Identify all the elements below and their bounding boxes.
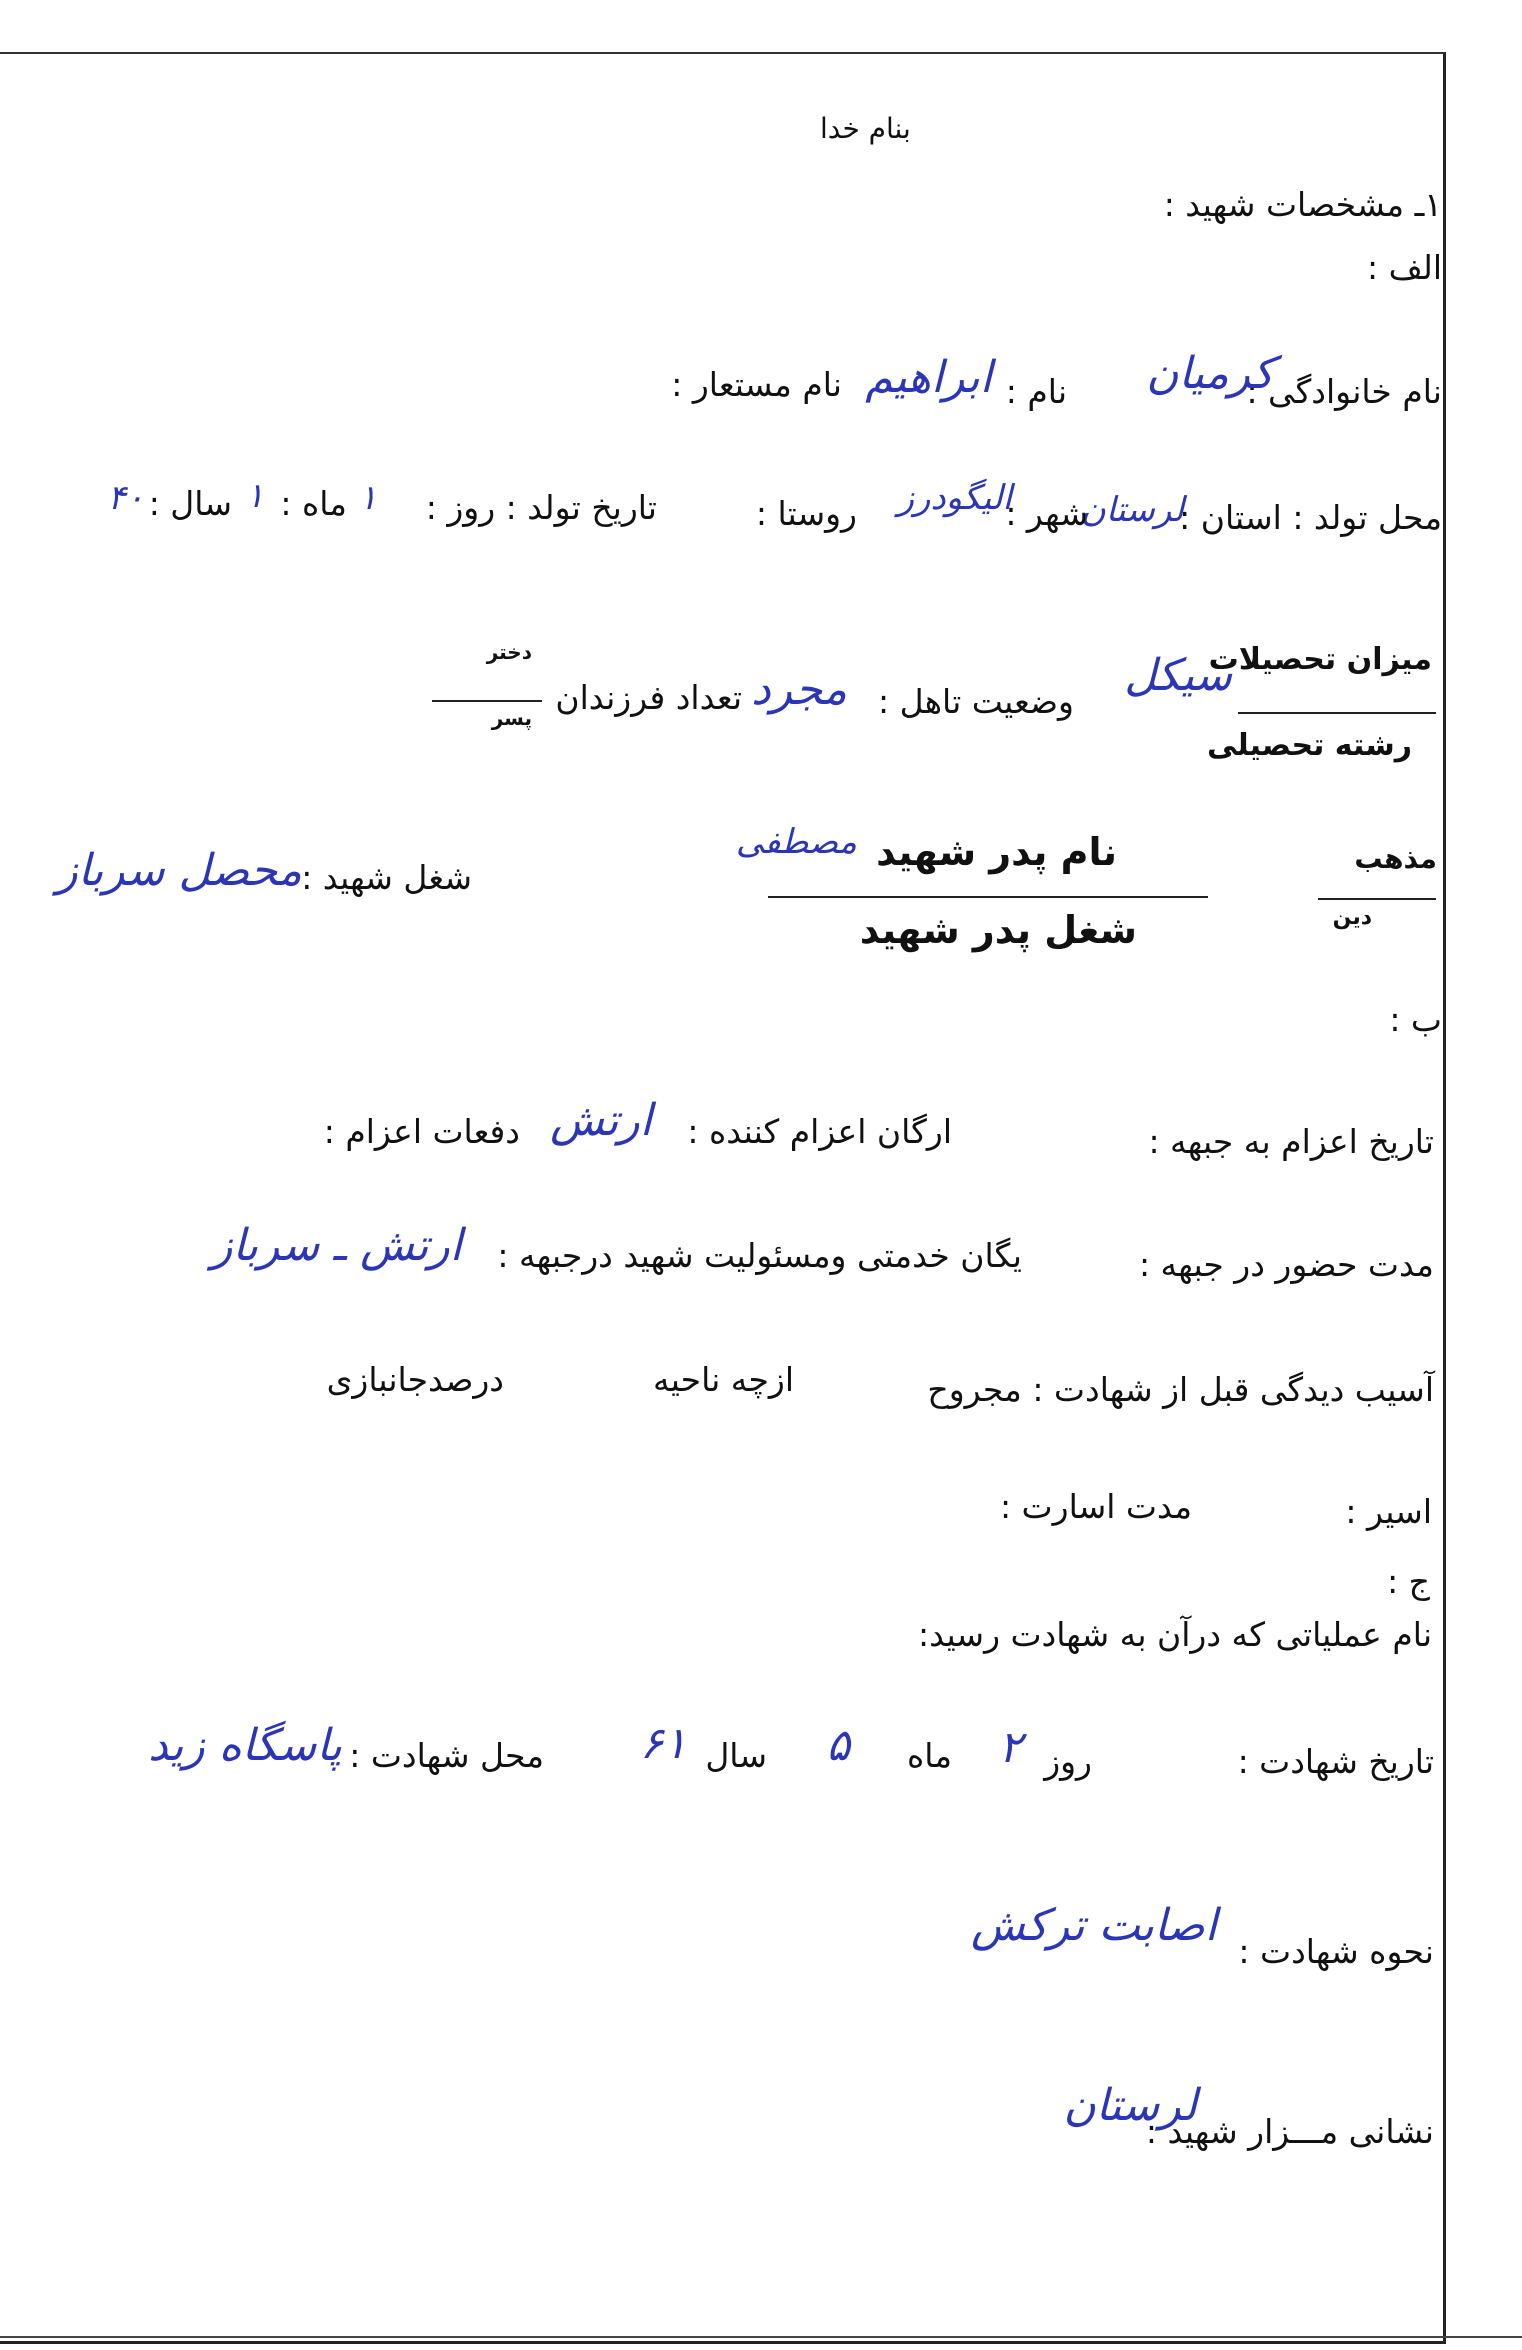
martyrdom-day-label: روز — [1044, 1742, 1092, 1781]
children-divider — [432, 700, 542, 702]
martyrdom-day-value: ۲ — [998, 1722, 1022, 1773]
religion-label: مذهب — [1354, 842, 1437, 875]
religion-divider — [1318, 898, 1436, 900]
unit-value: ارتش ـ سرباز — [211, 1220, 462, 1271]
first-name-value: ابراهیم — [865, 352, 992, 403]
martyrdom-month-label: ماه — [906, 1736, 952, 1775]
marital-label: وضعیت تاهل : — [878, 682, 1074, 721]
basmala: بنام خدا — [820, 112, 911, 145]
alias-label: نام مستعار : — [671, 365, 842, 404]
field-label: رشته تحصیلی — [1207, 728, 1412, 763]
education-value: سیکل — [1124, 650, 1232, 701]
family-name-label: نام خانوادگی : — [1246, 372, 1442, 411]
marital-value: مجرد — [751, 664, 847, 715]
dob-month-value: ۱ — [245, 476, 264, 516]
captivity-label: مدت اسارت : — [999, 1487, 1192, 1526]
education-label: میزان تحصیلات — [1208, 642, 1432, 677]
part-b-label: ب : — [1389, 1000, 1442, 1039]
injury-area-label: ازچه ناحیه — [653, 1360, 794, 1399]
grave-label: نشانی مـــزار شهید : — [1145, 2112, 1434, 2151]
martyrdom-place-value: پاسگاه زید — [148, 1720, 342, 1771]
operation-label: نام عملیاتی که درآن به شهادت رسید: — [918, 1615, 1432, 1654]
duration-label: مدت حضور در جبهه : — [1138, 1245, 1434, 1284]
dob-month-label: ماه : — [280, 484, 347, 523]
village-label: روستا : — [755, 494, 857, 533]
family-name-value: کرمیان — [1146, 348, 1274, 399]
dispatch-date-label: تاریخ اعزام به جبهه : — [1148, 1122, 1434, 1161]
martyr-job-label: شغل شهید : — [301, 858, 472, 897]
dob-day-value: ۱ — [358, 478, 377, 518]
martyr-job-value: محصل سرباز — [56, 845, 302, 896]
injury-label: آسیب دیدگی قبل از شهادت : مجروح — [927, 1370, 1434, 1409]
faith-label: دین — [1332, 905, 1372, 930]
children-label: تعداد فرزندان — [555, 678, 742, 717]
part-a-label: الف : — [1367, 248, 1442, 287]
dispatch-org-label: ارگان اعزام کننده : — [687, 1112, 952, 1151]
martyrdom-year-label: سال — [705, 1736, 767, 1775]
captive-label: اسیر : — [1345, 1492, 1432, 1531]
city-label: شهر : — [1005, 494, 1088, 533]
father-job-label: شغل پدر شهید — [859, 908, 1137, 952]
dob-year-value: ۴۰ — [107, 478, 144, 518]
first-name-label: نام : — [1005, 372, 1067, 411]
martyrdom-date-label: تاریخ شهادت : — [1237, 1742, 1434, 1781]
dispatch-org-value: ارتش — [550, 1095, 652, 1146]
unit-label: یگان خدمتی ومسئولیت شهید درجبهه : — [497, 1236, 1022, 1275]
part-c-label: ج : — [1387, 1562, 1430, 1601]
father-divider — [768, 896, 1208, 898]
martyrdom-month-value: ۵ — [826, 1720, 850, 1771]
education-divider — [1238, 712, 1436, 714]
section-title: ۱ـ مشخصات شهید : — [1163, 185, 1442, 224]
manner-value: اصابت ترکش — [971, 1900, 1217, 1951]
bottom-edge — [0, 2336, 1522, 2338]
grave-value: لرستان — [1063, 2080, 1197, 2131]
martyrdom-year-value: ۶۱ — [639, 1718, 687, 1769]
city-value: الیگودرز — [897, 478, 1012, 518]
martyrdom-place-label: محل شهادت : — [349, 1736, 544, 1775]
dob-day-label: تاریخ تولد : روز : — [425, 488, 657, 527]
birthplace-label: محل تولد : استان : — [1179, 498, 1442, 537]
manner-label: نحوه شهادت : — [1238, 1932, 1434, 1971]
father-name-label: نام پدر شهید — [876, 830, 1117, 874]
disability-label: درصدجانبازی — [326, 1360, 504, 1399]
province-value: لرستان — [1080, 490, 1184, 530]
dob-year-label: سال : — [148, 484, 232, 523]
daughters-label: دختر — [486, 640, 532, 664]
dispatch-count-label: دفعات اعزام : — [323, 1112, 520, 1151]
sons-label: پسر — [491, 706, 532, 730]
father-name-value: مصطفی — [735, 822, 857, 862]
